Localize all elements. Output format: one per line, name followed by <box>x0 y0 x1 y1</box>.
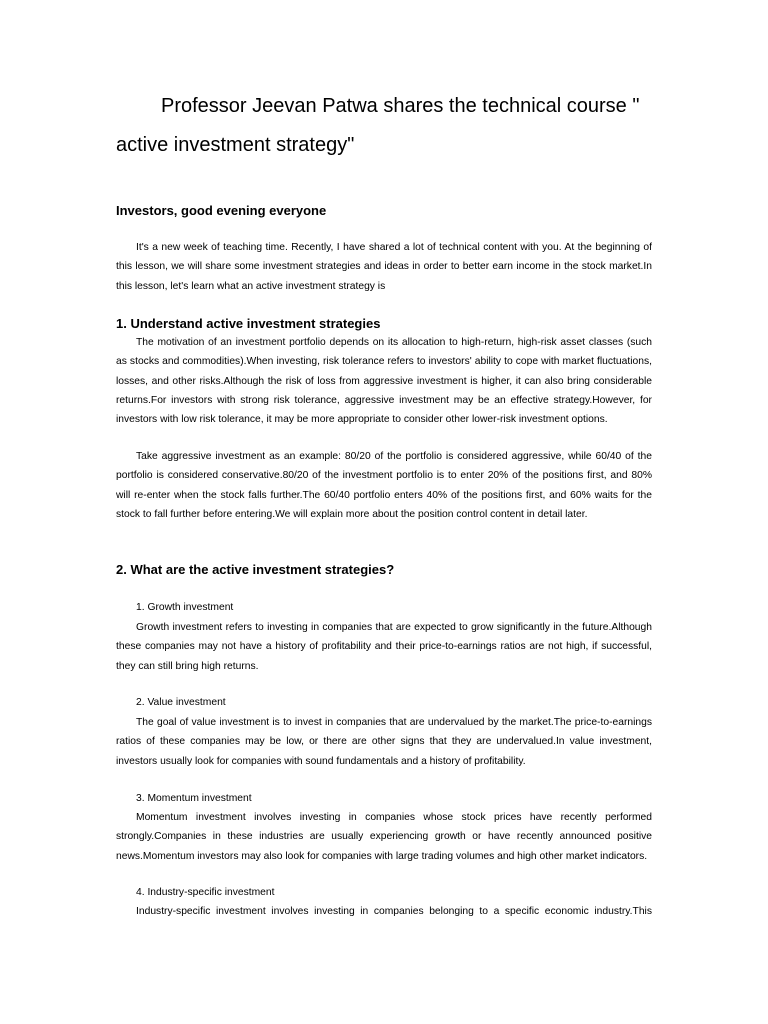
intro-paragraph: It's a new week of teaching time. Recently, I have shared a lot of technical content with you. At the beginning of this lesson, we will share some investment strategies and ideas in order to better earn income in the stock market.In this lesson, let's learn what an active investment strategy is <box>116 242 652 292</box>
strategy-4-label: 4. Industry-specific investment <box>136 887 275 898</box>
document-title-line-1: Professor Jeevan Patwa shares the technical course " <box>161 95 640 117</box>
strategy-2-paragraph: The goal of value investment is to invest in companies that are undervalued by the market.The price-to-earnings ratios of these companies may be low, or there are other signs that they are undervalued.In value investment, investors usually look for companies with sound fundamentals and a history of profitability. <box>116 717 652 767</box>
document-title-line-2: active investment strategy" <box>116 134 355 156</box>
strategy-1-paragraph: Growth investment refers to investing in companies that are expected to grow significantly in the future.Although these companies may not have a history of profitability and their price-to-earnings ratios are not high, if successful, they can still bring high returns. <box>116 622 652 672</box>
strategy-4-paragraph: Industry-specific investment involves investing in companies belonging to a specific economic industry.This <box>136 906 652 917</box>
section-1-heading: 1. Understand active investment strategies <box>116 316 381 331</box>
section-2-heading: 2. What are the active investment strategies? <box>116 562 395 577</box>
strategy-3-paragraph: Momentum investment involves investing in companies whose stock prices have recently performed strongly.Companies in these industries are usually experiencing growth or have recently announced positive news.Momentum investors may also look for companies with large trading volumes and high other market indicators. <box>116 812 652 862</box>
strategy-3-label: 3. Momentum investment <box>136 793 252 804</box>
section-1-paragraph-1: The motivation of an investment portfolio depends on its allocation to high-return, high-risk asset classes (such as stocks and commodities).When investing, risk tolerance refers to investors' ability to cope with market fluctuations, losses, and other risks.Although the risk of loss from aggressive investment is higher, it can also bring considerable returns.For investors with strong risk tolerance, aggressive investment may be an effective strategy.However, for investors with low risk tolerance, it may be more appropriate to consider other lower-risk investment options. <box>116 337 652 426</box>
strategy-2-label: 2. Value investment <box>136 697 226 708</box>
greeting-heading: Investors, good evening everyone <box>116 203 327 218</box>
strategy-1-label: 1. Growth investment <box>136 602 234 613</box>
section-1-paragraph-2: Take aggressive investment as an example: 80/20 of the portfolio is considered aggressive, while 60/40 of the portfolio is considered conservative.80/20 of the investment portfolio is to enter 20% of the positions first, and 80% will re-enter when the stock falls further.The 60/40 portfolio enters 40% of the positions first, and 60% waits for the stock to fall further before entering.We will explain more about the position control content in detail later. <box>116 451 652 520</box>
